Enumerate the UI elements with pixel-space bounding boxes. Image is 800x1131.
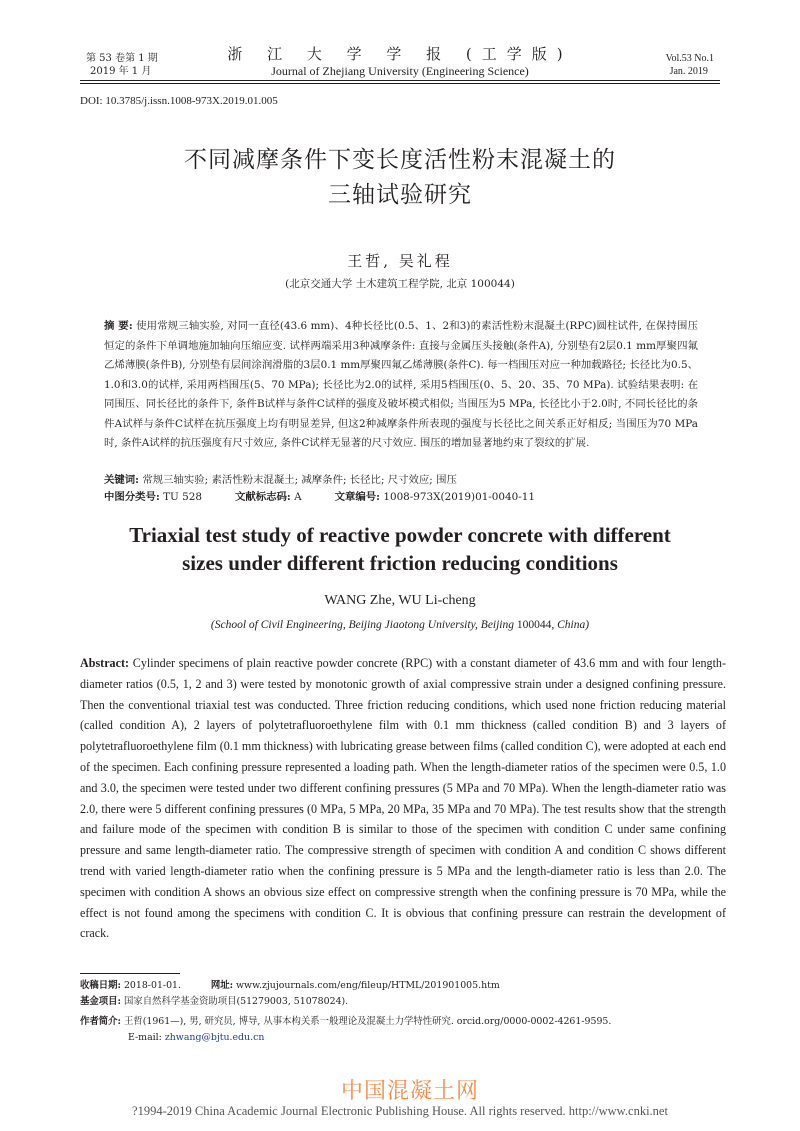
article-no-label: 文章编号: [334,491,381,503]
url-value[interactable]: www.zjujournals.com/eng/fileup/HTML/201901005.htm [236,980,500,991]
abstract-en-label: Abstract: [80,656,130,670]
email-value[interactable]: zhwang@bjtu.edu.cn [164,1032,265,1043]
journal-name-en: Journal of Zhejiang University (Engineering Science) [271,64,529,78]
abstract-en [80,653,726,944]
affiliation-en-part-2: , China) [551,619,590,631]
received-value: 2018-01-01. [123,980,181,991]
copyright-line: ?1994-2019 China Academic Journal Electronic Publishing House. All rights reserved. http://www.cnki.net [132,1104,668,1118]
header-rule-thick [80,80,720,81]
title-cn-line-1: 不同减摩条件下变长度活性粉末混凝土的 [184,147,616,173]
url-label: 网址: [210,980,234,991]
title-en-line-1: Triaxial test study of reactive powder concrete with different [129,523,671,547]
fund-label: 基金项目: [80,996,121,1007]
affiliation-en-part-1: (School of Civil Engineering, Beijing Jiaotong University, Beijing [210,619,517,631]
affiliation-cn: (北京交通大学 土木建筑工程学院, 北京 100044) [285,278,515,290]
clc-label: 中图分类号: [104,491,160,503]
bio-label: 作者简介: [80,1016,121,1027]
date-en: Jan. 2019 [669,66,708,77]
email-label: E-mail: [128,1032,162,1043]
footnote-rule [80,973,180,974]
issue-info-cn [86,52,158,78]
keywords-cn-text: 常规三轴实验; 素活性粉末混凝土; 减摩条件; 长径比; 尺寸效应; 围压 [142,474,457,486]
bio-value: 王哲(1961—), 男, 研究员, 博导, 从事本构关系一般理论及混凝土力学特性研究. orcid.org/0000-0002-4261-9595. [123,1016,612,1027]
volume-en: Vol.53 No.1 [665,53,714,64]
journal-name-cn: 浙 江 大 学 学 报 (工学版) [227,45,573,63]
title-cn-line-2: 三轴试验研究 [328,182,472,208]
doc-code-label: 文献标志码: [234,491,291,503]
title-cn [80,143,720,213]
abstract-cn-label: 摘 要: [104,320,133,332]
footnote-received [80,978,720,994]
abstract-en-text: Cylinder specimens of plain reactive powder concrete (RPC) with a constant diameter of 43.6 mm and with four length-diameter ratios (0.5, 1, 2 and 3) were tested by monotonic growth of axial compressive strain under a designed confining pressure. Then the conventional triaxial test was conducted. Three friction reducing conditions, which used none friction reducing material (called condition A), 2 layers of polytetrafluoroethylene film with 0.1 mm thickness (called condition B) and 3 layers of polytetrafluoroethylene film (0.1 mm thickness) with lubricating grease between films (called condition C), were adopted at each end of the specimen. Each confining pressure represented a loading path. When the length-diameter ratios of the specimen were 0.5, 1.0 and 3.0, the specimen were tested under two different confining pressures (5 MPa and 70 MPa). When the length-diameter ratio was 2.0, there were 5 different confining pressures (0 MPa, 5 MPa, 20 MPa, 35 MPa and 70 MPa). The test results show that the strength and failure mode of the specimen with condition B is similar to those of the specimen with condition C under same confining pressure and same length-diameter ratio. The compressive strength of specimen with condition A and condition C shows different trend with varied length-diameter ratio when the confining pressure is 5 MPa and the length-diameter ratio is less than 2.0. The specimen with condition A shows an obvious size effect on compressive strength when the confining pressure is 70 MPa, while the effect is not found among the specimens with condition C. It is obvious that confining pressure can restrain the development of crack. [80,656,727,941]
volume-cn: 第 53 卷第 1 期 [86,53,158,64]
affiliation-en-zip: 100044 [516,619,552,631]
date-cn: 2019 年 1 月 [90,66,152,77]
footnote-fund [80,994,720,1010]
title-en [80,521,720,577]
journal-name [200,44,600,78]
doi[interactable]: DOI: 10.3785/j.issn.1008-973X.2019.01.005 [80,95,278,107]
keywords-cn-label: 关键词: [104,474,140,486]
doc-code-value: A [294,491,302,503]
header-rule-thin [80,83,720,84]
footnote-email [128,1030,768,1046]
issue-info-en [666,52,714,78]
footnote-bio [80,1014,720,1030]
abstract-cn-text: 使用常规三轴实验, 对同一直径(43.6 mm)、4种长径比(0.5、1、2和3)的素活性粉末混凝土(RPC)圆柱试件, 在保持围压恒定的条件下单调地施加轴向压缩应变. 试样两端采用3种减摩条件: 直接与金属压头接触(条件A), 分别垫有2层0.1 mm厚聚四氟乙烯薄膜(条件B), 分别垫有层间涂润滑脂的3层0.1 mm厚聚四氟乙烯薄膜(条件C). 每一档围压对应一种加载路径; 长径比为0.5、1.0和3.0的试样, 采用两档围压(5、70 MPa); 长径比为2.0的试样, 采用5档围压(0、5、20、35、70 MPa). 试验结果表明: 在同围压、同长径比的条件下, 条件B试样与条件C试样的强度及破坏模式相似; 当围压为5 MPa, 长径比小于2.0时, 不同长径比的条件A试样与条件C试样在抗压强度上均有明显差异, 但这2种减摩条件所表现的强度与长径比之间关系正好相反; 当围压为70 MPa时, 条件A试样的抗压强度有尺寸效应, 条件C试样无显著的尺寸效应. 围压的增加显著地约束了裂纹的扩展. [104,320,698,449]
affiliation-en [80,619,720,631]
authors-en: WANG Zhe, WU Li-cheng [324,593,476,608]
abstract-cn [104,317,698,454]
watermark-logo: 中国混凝土网 [340,1079,479,1104]
title-en-line-2: sizes under different friction reducing conditions [182,551,618,575]
received-label: 收稿日期: [80,980,121,991]
keywords-cn [104,472,704,489]
article-no-value: 1008-973X(2019)01-0040-11 [383,491,535,503]
authors-cn: 王哲, 吴礼程 [347,252,453,270]
fund-value: 国家自然科学基金资助项目(51279003, 51078024). [123,996,349,1007]
clc-value: TU 528 [163,491,202,503]
classification-line [104,489,704,506]
